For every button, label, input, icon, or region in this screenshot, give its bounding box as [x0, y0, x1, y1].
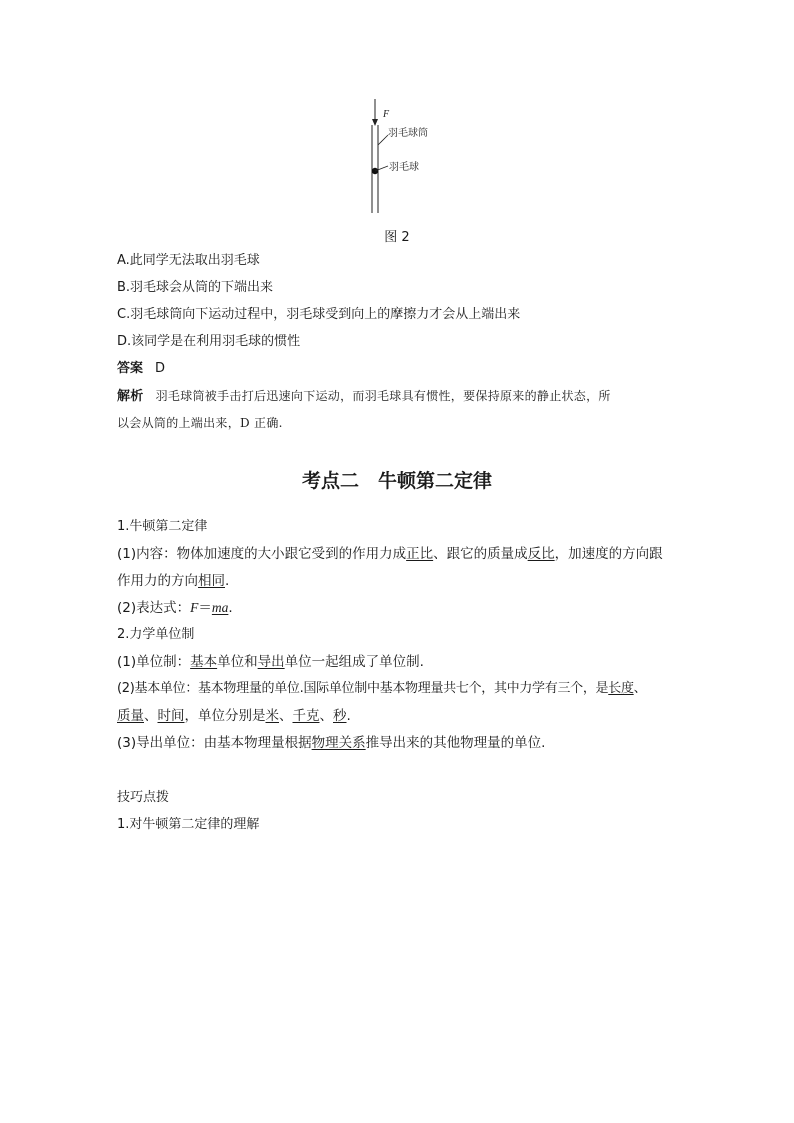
blank-answer: 长度 [608, 681, 634, 696]
text: ，单位分别是 [184, 708, 266, 724]
formula-f: F [190, 600, 199, 615]
blank-answer: 秒 [333, 708, 347, 724]
blank-answer: 米 [265, 708, 279, 724]
text: 、 [279, 708, 293, 724]
blank-answer: 反比 [527, 546, 555, 562]
item2-line2 [117, 680, 646, 698]
analysis-text-1: 羽毛球筒被手击打后迅速向下运动，而羽毛球具有惯性，要保持原来的静止状态，所 [155, 389, 611, 403]
analysis-label: 解析 [117, 389, 144, 404]
text: (3)导出单位：由基本物理量根据 [117, 735, 312, 751]
text: 、 [633, 681, 647, 696]
blank-answer: 物理关系 [311, 735, 366, 751]
text: 单位和 [217, 654, 258, 670]
answer-value: D [155, 361, 166, 376]
text: (1)内容：物体加速度的大小跟它受到的作用力成 [117, 546, 407, 562]
text: ＝ [198, 600, 212, 616]
blank-answer: 千克 [292, 708, 320, 724]
item1-content [117, 545, 663, 563]
text: (1)单位制： [117, 654, 191, 670]
blank-answer: 质量 [117, 708, 144, 724]
item1-heading: 1.牛顿第二定律 [117, 519, 208, 534]
section-title: 考点二 牛顿第二定律 [301, 470, 492, 492]
option-d: D.该同学是在利用羽毛球的惯性 [117, 334, 301, 349]
item1-formula [117, 599, 233, 617]
answer-label: 答案 [117, 361, 144, 376]
text: 、 [144, 708, 158, 724]
blank-answer: ma [211, 600, 229, 615]
force-label: F [383, 109, 390, 120]
item2-heading: 2.力学单位制 [117, 627, 195, 642]
blank-answer: 导出 [257, 654, 285, 670]
badminton-tube-figure [355, 95, 445, 217]
tips-heading: 技巧点拨 [117, 790, 170, 805]
text: . [225, 573, 230, 589]
option-b: B.羽毛球会从筒的下端出来 [117, 280, 274, 295]
analysis-line-1 [117, 387, 611, 406]
blank-answer: 相同 [198, 573, 225, 589]
tube-label: 羽毛球筒 [388, 128, 428, 139]
item1-content-line2 [117, 572, 229, 590]
text: 作用力的方向 [117, 573, 198, 589]
option-c: C.羽毛球筒向下运动过程中，羽毛球受到向上的摩擦力才会从上端出来 [117, 307, 521, 322]
answer-line [117, 360, 165, 378]
ball-label: 羽毛球 [389, 162, 419, 173]
option-a: A.此同学无法取出羽毛球 [117, 253, 260, 268]
text: 、 [319, 708, 333, 724]
text: . [228, 600, 233, 616]
text: (2)表达式： [117, 600, 191, 616]
figure-caption: 图 2 [384, 230, 410, 245]
blank-answer: 正比 [406, 546, 434, 562]
blank-answer: 时间 [157, 708, 185, 724]
text: (2)基本单位：基本物理量的单位.国际单位制中基本物理量共七个，其中力学有三个，是 [117, 681, 609, 696]
tips-subheading: 1.对牛顿第二定律的理解 [117, 817, 260, 832]
item2-line4 [117, 734, 545, 752]
analysis-text-2: 以会从筒的上端出来，D 正确. [117, 416, 283, 430]
blank-answer: 基本 [190, 654, 218, 670]
item2-line1 [117, 653, 424, 671]
text: ，加速度的方向跟 [554, 546, 663, 562]
text: 推导出来的其他物理量的单位. [365, 735, 546, 751]
text: . [346, 708, 351, 724]
text: 单位一起组成了单位制. [284, 654, 424, 670]
item2-line3 [117, 707, 351, 725]
text: 、跟它的质量成 [433, 546, 528, 562]
